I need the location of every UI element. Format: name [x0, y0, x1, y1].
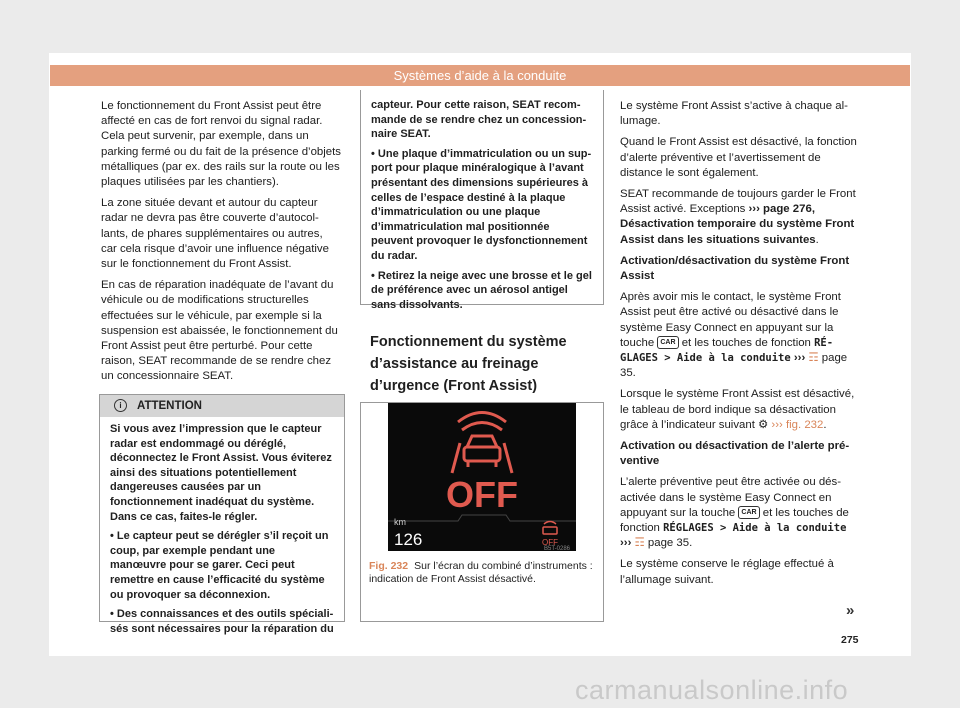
- paragraph: [620, 475, 860, 551]
- paragraph: [620, 187, 860, 248]
- figure-reference-link[interactable]: ››› fig. 232: [771, 418, 824, 431]
- warning-paragraph: capteur. Pour cette raison, SEAT recommande de se rendre chez un concessionnaire SEAT.: [371, 99, 587, 141]
- menu-path: RÉGLAGES > Aide à la conduite: [620, 336, 834, 365]
- continue-marker: »: [846, 602, 855, 619]
- text: SEAT recommande de toujours garder le Front Assist activé. Exceptions: [620, 188, 856, 216]
- warning-bullet: • Une plaque d’immatriculation ou un support pour plaque minéralogique à l’avant présentant des dimensions supérieures à celles de l’espace destiné à la plaque d’immatriculation ou une plaque d’immatriculation mal positionnée peuvent provoquer le dysfonctionnement du radar.: [371, 147, 592, 262]
- paragraph: [620, 290, 860, 381]
- paragraph: En cas de réparation inadéquate de l’avant du véhicule ou de modifications structurelles effectuées sur le véhicule, par exemple si la suspension est abaissée, le fonctionnement du Front Assist peut être perturbé. Pour cette raison, SEAT recommande de se rendre chez un concessionnaire SEAT.: [101, 279, 338, 383]
- page-number: 275: [841, 634, 859, 646]
- arrow-reference: ›››: [790, 352, 809, 365]
- paragraph: Le système Front Assist s’active à chaque allumage.: [620, 100, 848, 128]
- figure-caption: [369, 560, 597, 586]
- warning-body: [361, 90, 603, 312]
- info-icon: i: [114, 399, 127, 412]
- instrument-display-image: [388, 403, 576, 551]
- subheading: Activation/désactivation du système Front Assist: [620, 254, 850, 283]
- car-button-icon: CAR: [738, 506, 759, 519]
- paragraph: Le système conserve le réglage effectué à l’allumage suivant.: [620, 558, 834, 586]
- column-left: [101, 99, 341, 391]
- text: Après avoir mis le contact, le système Front Assist peut être activé ou désactivé dans le système Easy Connect en appuyant sur la touche: [620, 291, 841, 349]
- watermark: carmanualsonline.info: [575, 675, 849, 705]
- figure-caption-text: Sur l’écran du combiné d’instruments : indication de Front Assist désactivé.: [369, 560, 593, 585]
- warning-bullet: • Le capteur peut se dérégler s’il reçoit un coup, par exemple pendant une manœuvre pour se garer. Ceci peut remettre en cause l’efficacité du système ou provoquer sa déconnexion.: [110, 530, 329, 601]
- text: .: [823, 418, 827, 431]
- section-title: Fonctionnement du système d’assistance au freinage d’urgence (Front Assist): [370, 334, 567, 394]
- text: et les touches de fonction: [678, 336, 815, 349]
- front-assist-off-illustration: [388, 403, 576, 551]
- text: et les touches de fonction: [620, 506, 849, 535]
- warning-paragraph: Si vous avez l’impression que le capteur radar est endommagé ou déréglé, déconnectez le Front Assist. Vous éviterez ainsi des situations potentiellement dangereuses causées par un fonctionnement inadéquat du système. Dans ce cas, faites-le régler.: [110, 423, 332, 523]
- page-reference[interactable]: page 35.: [644, 537, 693, 550]
- warning-body: [100, 417, 344, 636]
- car-button-icon: CAR: [657, 336, 678, 349]
- page-reference[interactable]: page 35.: [620, 352, 848, 380]
- book-icon: ☶: [808, 352, 819, 365]
- text: .: [815, 233, 819, 246]
- warning-box: [99, 394, 345, 635]
- arrow-reference: ›››: [620, 537, 635, 550]
- off-label: OFF: [446, 474, 518, 515]
- paragraph: Quand le Front Assist est désactivé, la fonction d’alerte préventive et l’avertissement de distance le sont également.: [620, 136, 857, 179]
- paragraph: La zone située devant et autour du capteur radar ne devra pas être couverte d’autocollants, de phares supplémentaires ou autres, car cela risque d’avoir une influence négative sur le fonctionnement du Front Assist.: [101, 197, 329, 271]
- figure-232: [360, 402, 604, 622]
- subheading: Activation ou désactivation de l’alerte préventive: [620, 440, 850, 468]
- figure-code: B5T-0286: [544, 546, 571, 552]
- paragraph: [620, 387, 860, 433]
- menu-path: RÉGLAGES > Aide à la conduite: [663, 522, 847, 535]
- page-header: Systèmes d’aide à la conduite: [50, 65, 910, 86]
- warning-title: ATTENTION: [137, 400, 202, 412]
- book-icon: ☶: [634, 537, 645, 550]
- cross-reference-link[interactable]: ››› page 276, Désactivation temporaire du système Front Assist dans les situations suivantes: [620, 203, 855, 246]
- front-assist-indicator-icon: ⚙: [758, 418, 769, 431]
- small-off-label: OFF: [542, 538, 558, 547]
- figure-label: Fig. 232: [369, 560, 409, 572]
- odometer-value: 126: [394, 530, 423, 549]
- warning-bullet: • Retirez la neige avec une brosse et le gel de préférence avec un aérosol antigel sans dissolvants.: [371, 269, 592, 311]
- warning-bullet: • Des connaissances et des outils spécialisés sont nécessaires pour la réparation du: [110, 608, 334, 635]
- text: Lorsque le système Front Assist est désactivé, le tableau de bord indique sa désactivation grâce à l’indicateur suivant: [620, 388, 855, 431]
- warning-box-continued: [360, 90, 604, 311]
- text: L’alerte préventive peut être activée ou désactivée dans le système Easy Connect en appuyant sur la touche: [620, 476, 841, 519]
- column-right: [620, 99, 860, 594]
- km-unit: km: [394, 517, 406, 527]
- paragraph: Le fonctionnement du Front Assist peut être affecté en cas de fort renvoi du signal radar. Cela peut survenir, par exemple, dans un parking fermé ou du fait de la présence d’objets métalliques (par ex. des rails sur la route ou les plaques utilisées par les chantiers).: [101, 100, 341, 189]
- warning-header: [100, 395, 344, 417]
